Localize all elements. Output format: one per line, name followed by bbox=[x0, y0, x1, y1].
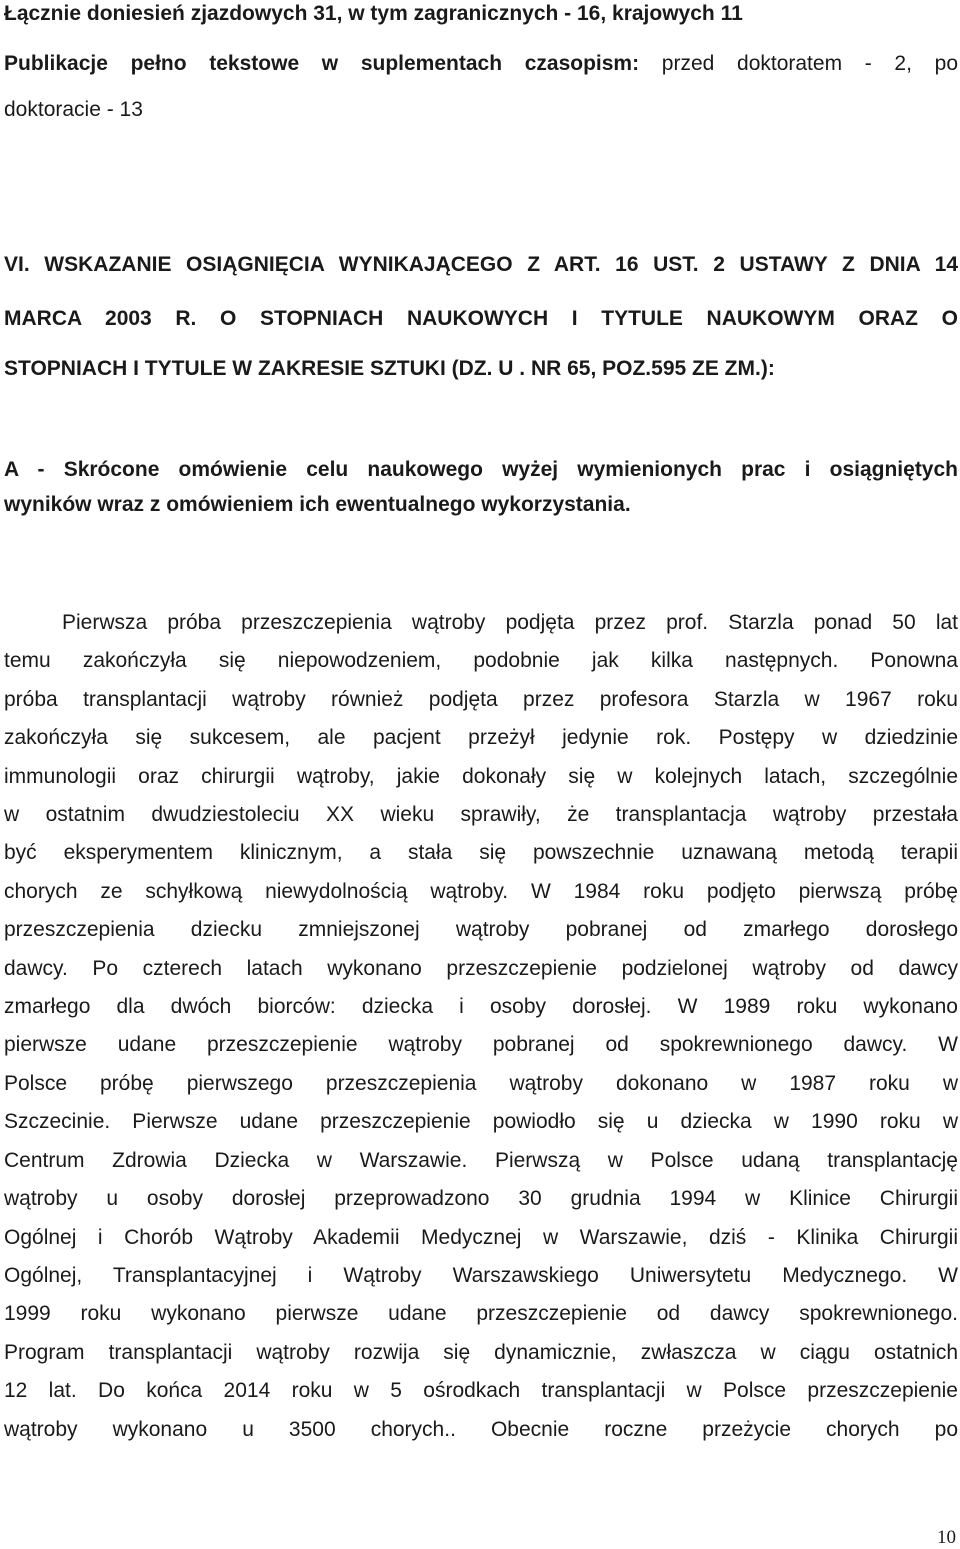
conference-reports-summary: Łącznie doniesień zjazdowych 31, w tym zagranicznych - 16, krajowych 11 bbox=[4, 2, 743, 25]
supplement-publications-label: Publikacje pełno tekstowe w suplementach czasopism: bbox=[4, 52, 640, 75]
supplement-publications-continuation: doktoracie - 13 bbox=[4, 98, 143, 121]
body-line: dawcy. Po czterech latach wykonano przeszczepienie podzielonej wątroby od dawcy bbox=[4, 956, 958, 980]
page-number: 10 bbox=[937, 1527, 956, 1548]
supplement-publications-summary bbox=[4, 45, 958, 83]
body-paragraph bbox=[4, 604, 958, 1449]
body-line: immunologii oraz chirurgii wątroby, jakie dokonały się w kolejnych latach, szczególnie bbox=[4, 764, 958, 788]
body-line: Program transplantacji wątroby rozwija się dynamicznie, zwłaszcza w ciągu ostatnich bbox=[4, 1340, 958, 1364]
body-line: pierwsze udane przeszczepienie wątroby pobranej od spokrewnionego dawcy. W bbox=[4, 1033, 958, 1057]
section-a-heading bbox=[4, 453, 958, 522]
body-line: próba transplantacji wątroby również podjęta przez profesora Starzla w 1967 roku bbox=[4, 687, 958, 711]
body-line: przeszczepienia dziecku zmniejszonej wątroby pobranej od zmarłego dorosłego bbox=[4, 918, 958, 942]
body-line: Polsce próbę pierwszego przeszczepienia wątroby dokonano w 1987 roku w bbox=[4, 1071, 958, 1095]
body-line: Centrum Zdrowia Dziecka w Warszawie. Pierwszą w Polsce udaną transplantację bbox=[4, 1148, 958, 1172]
body-line: 1999 roku wykonano pierwsze udane przeszczepienie od dawcy spokrewnionego. bbox=[4, 1302, 958, 1326]
section-a-heading-line: wyników wraz z omówieniem ich ewentualnego wykorzystania. bbox=[4, 493, 631, 516]
body-line: wątroby u osoby dorosłej przeprowadzono 30 grudnia 1994 w Klinice Chirurgii bbox=[4, 1187, 958, 1211]
body-line: w ostatnim dwudziestoleciu XX wieku sprawiły, że transplantacja wątroby przestała bbox=[4, 803, 958, 827]
section-vi-heading-line: VI. WSKAZANIE OSIĄGNIĘCIA WYNIKAJĄCEGO Z ART. 16 UST. 2 USTAWY Z DNIA 14 bbox=[4, 253, 958, 276]
section-a-heading-line: A - Skrócone omówienie celu naukowego wyżej wymienionych prac i osiągniętych bbox=[4, 458, 958, 481]
body-line: Ogólnej i Chorób Wątroby Akademii Medycznej w Warszawie, dziś - Klinika Chirurgii bbox=[4, 1225, 958, 1249]
body-line: Szczecinie. Pierwsze udane przeszczepienie powiodło się u dziecka w 1990 roku w bbox=[4, 1110, 958, 1134]
body-line: chorych ze schyłkową niewydolnością wątroby. W 1984 roku podjęto pierwszą próbę bbox=[4, 879, 958, 903]
section-vi-heading-line: STOPNIACH I TYTULE W ZAKRESIE SZTUKI (DZ. U . NR 65, POZ.595 ZE ZM.): bbox=[4, 357, 775, 380]
supplement-publications-values: przed doktoratem - 2, po bbox=[639, 52, 958, 75]
body-line: wątroby wykonano u 3500 chorych.. Obecnie roczne przeżycie chorych po bbox=[4, 1417, 958, 1441]
body-line: być eksperymentem klinicznym, a stała się powszechnie uznawaną metodą terapii bbox=[4, 841, 958, 865]
body-line: zakończyła się sukcesem, ale pacjent przeżył jedynie rok. Postępy w dziedzinie bbox=[4, 726, 958, 750]
body-line: temu zakończyła się niepowodzeniem, podobnie jak kilka następnych. Ponowna bbox=[4, 649, 958, 673]
body-line: Ogólnej, Transplantacyjnej i Wątroby Warszawskiego Uniwersytetu Medycznego. W bbox=[4, 1263, 958, 1287]
section-vi-heading-line: MARCA 2003 R. O STOPNIACH NAUKOWYCH I TYTULE NAUKOWYM ORAZ O bbox=[4, 307, 958, 330]
body-line: zmarłego dla dwóch biorców: dziecka i osoby dorosłej. W 1989 roku wykonano bbox=[4, 995, 958, 1019]
body-line: 12 lat. Do końca 2014 roku w 5 ośrodkach transplantacji w Polsce przeszczepienie bbox=[4, 1379, 958, 1403]
document-page bbox=[4, 0, 958, 1548]
section-vi-heading bbox=[4, 246, 958, 388]
body-line: Pierwsza próba przeszczepienia wątroby podjęta przez prof. Starzla ponad 50 lat bbox=[62, 611, 958, 634]
